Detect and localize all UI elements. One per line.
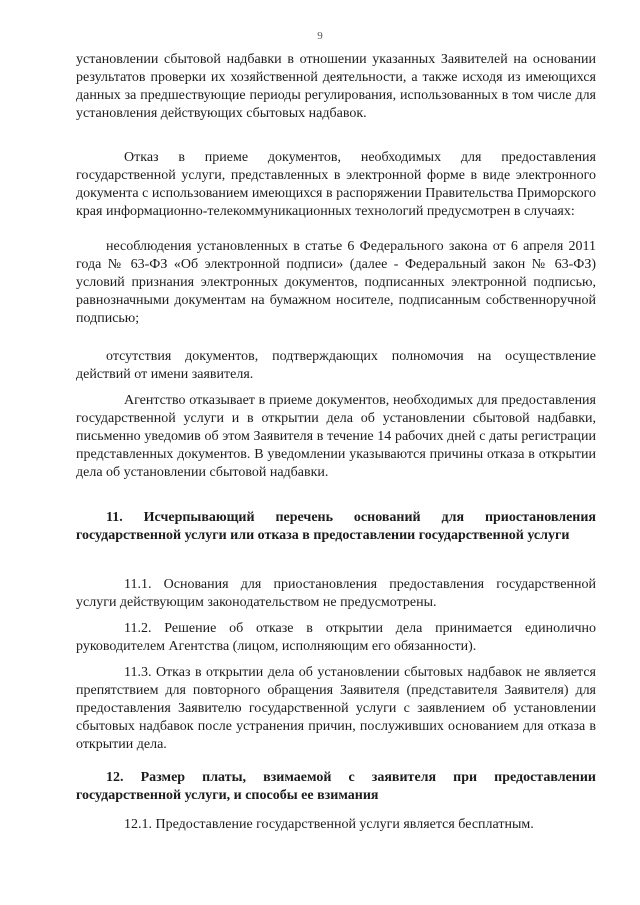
section-heading-11: 11. Исчерпывающий перечень оснований для приостановления государственной услуги или отказа в предоставлении государственной услуги — [76, 510, 596, 543]
paragraph-11-3: 11.3. Отказ в открытии дела об установлении сбытовых надбавок не является препятствием для повторного обращения Заявителя (представителя Заявителя) для предоставления Заявителю государственной услуги с заявлением об установлении сбытовых надбавок после устранения причин, послуживших основанием для отказа в открытии дела. — [76, 665, 596, 752]
page-number: 9 — [317, 30, 323, 42]
section-heading-12: 12. Размер платы, взимаемой с заявителя при предоставлении государственной услуги, и способы ее взимания — [76, 770, 596, 803]
paragraph-12-1: 12.1. Предоставление государственной услуги является бесплатным. — [124, 817, 534, 832]
paragraph-signature-noncompliance: несоблюдения установленных в статье 6 Федерального закона от 6 апреля 2011 года № 63-ФЗ «Об электронной подписи» (далее - Федеральный закон № 63-ФЗ) условий признания электронных документов, подписанных электронной подписью, равнозначными документам на бумажном носителе, подписанным собственноручной подписью; — [76, 239, 596, 326]
paragraph-surcharge-continuation: установлении сбытовой надбавки в отношении указанных Заявителей на основании результатов проверки их хозяйственной деятельности, а также исходя из имеющихся данных за предшествующие периоды регулирования, использованных в том числе для установления действующих сбытовых надбавок. — [76, 52, 596, 121]
paragraph-agency-refusal: Агентство отказывает в приеме документов, необходимых для предоставления государственной услуги и в открытии дела об установлении сбытовой надбавки, письменно уведомив об этом Заявителя в течение 14 рабочих дней с даты регистрации представленных документов. В уведомлении указываются причины отказа в открытии дела об установлении сбытовой надбавки. — [76, 393, 596, 480]
paragraph-missing-authority: отсутствия документов, подтверждающих полномочия на осуществление действий от имени заявителя. — [76, 349, 596, 382]
paragraph-11-2: 11.2. Решение об отказе в открытии дела принимается единолично руководителем Агентства (лицом, исполняющим его обязанности). — [76, 621, 596, 654]
paragraph-11-1: 11.1. Основания для приостановления предоставления государственной услуги действующим законодательством не предусмотрены. — [76, 577, 596, 610]
paragraph-refusal-electronic: Отказ в приеме документов, необходимых для предоставления государственной услуги, представленных в электронной форме в виде электронного документа с использованием имеющихся в распоряжении Правительства Приморского края информационно-телекоммуникационных технологий предусмотрен в случаях: — [76, 150, 596, 219]
